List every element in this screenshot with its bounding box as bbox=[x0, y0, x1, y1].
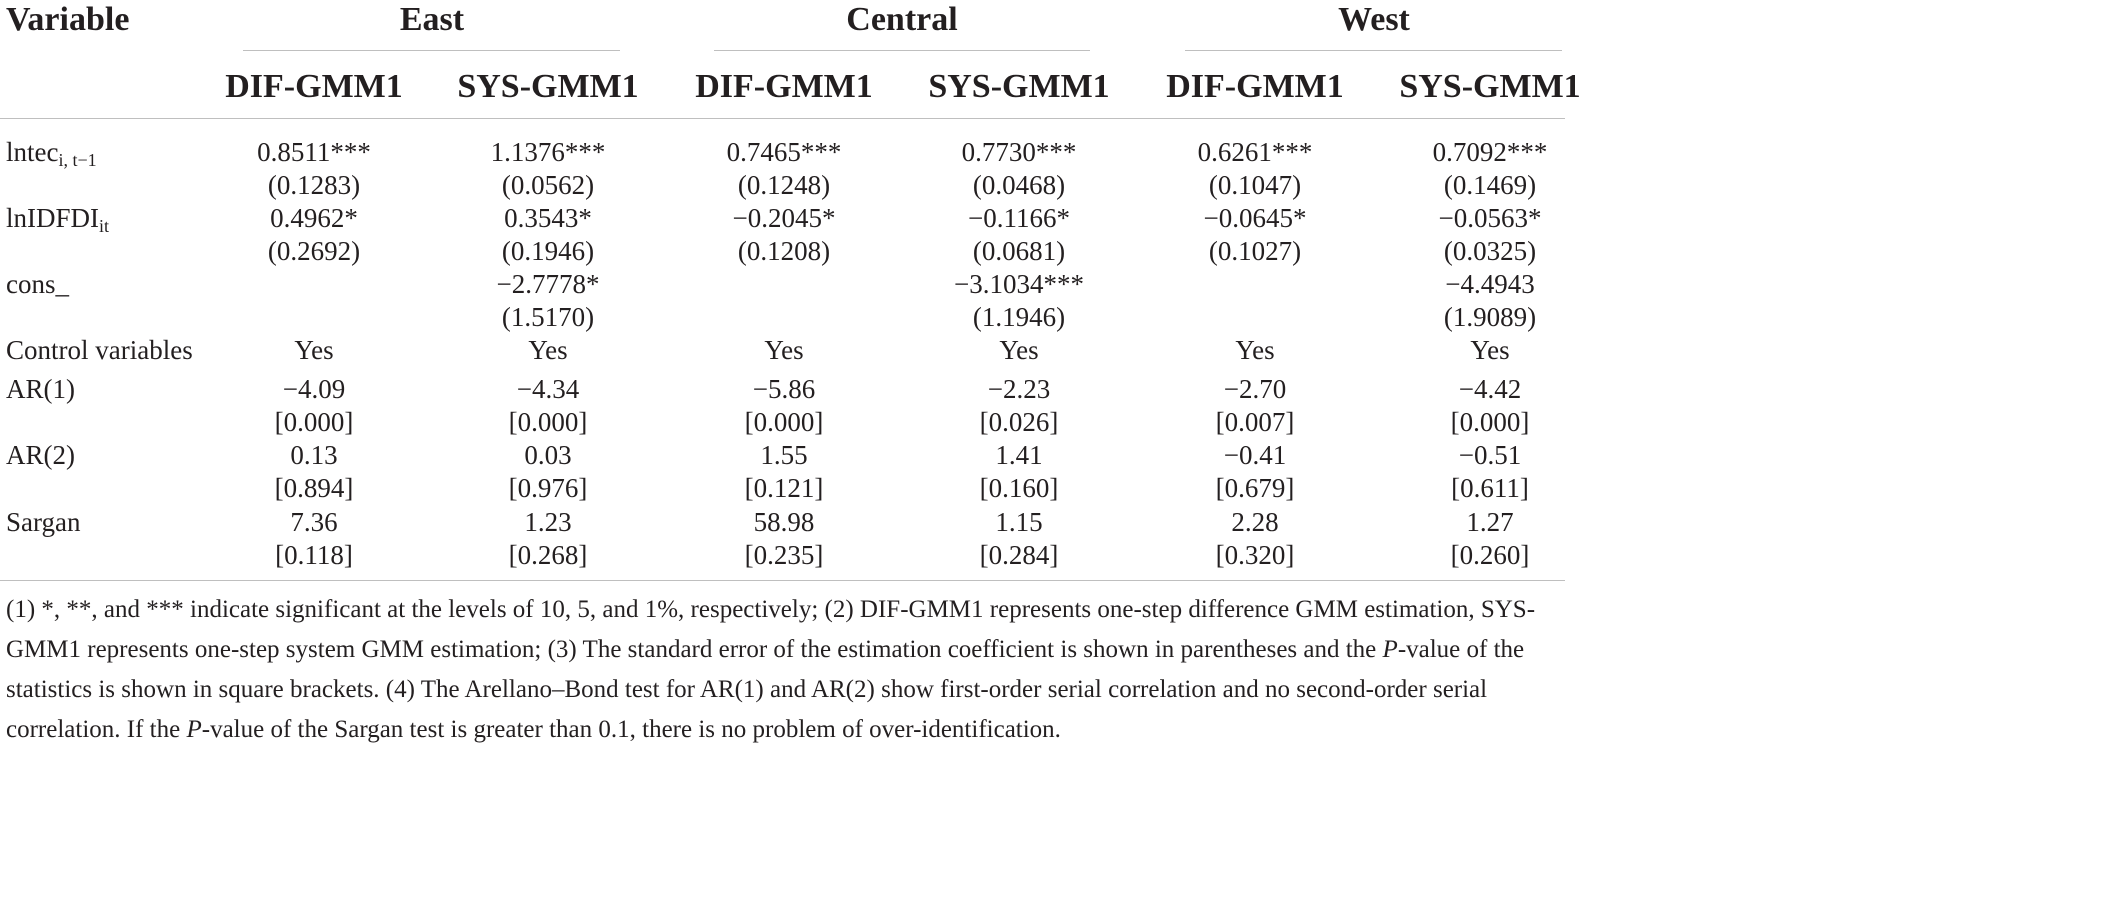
table-cell-value: −0.51 bbox=[1458, 440, 1522, 470]
table-cell-value: Yes bbox=[1235, 335, 1275, 365]
table-cell-secondary: (1.1946) bbox=[972, 302, 1066, 332]
table-cell-secondary: [0.121] bbox=[744, 473, 824, 503]
table-cell-secondary: [0.235] bbox=[744, 540, 824, 570]
group-rule-east bbox=[243, 50, 620, 51]
table-cell-value: −4.4943 bbox=[1445, 269, 1535, 299]
row-label bbox=[6, 130, 97, 174]
table-cell-value: 1.55 bbox=[760, 440, 808, 470]
row-label-main: AR(2) bbox=[6, 440, 75, 470]
row-label-subscript: it bbox=[99, 216, 110, 236]
table-cell-value: −2.70 bbox=[1223, 374, 1287, 404]
row-label bbox=[6, 196, 109, 240]
table-cell-value: 1.15 bbox=[995, 507, 1043, 537]
table-cell-secondary: [0.284] bbox=[979, 540, 1059, 570]
footnote-part-3: -value of the Sargan test is greater than 0.1, there is no problem of over-identification. bbox=[201, 716, 1061, 743]
table-cell-value: −2.23 bbox=[987, 374, 1051, 404]
table-cell-secondary: [0.000] bbox=[508, 407, 588, 437]
table-cell-secondary: (0.1208) bbox=[737, 236, 831, 266]
table-cell-value: −0.0645* bbox=[1203, 203, 1307, 233]
table-cell-value: 0.8511*** bbox=[257, 137, 371, 167]
table-cell-value: 0.4962* bbox=[270, 203, 358, 233]
table-cell-value: 1.27 bbox=[1466, 507, 1514, 537]
table-cell-value: 0.7092*** bbox=[1432, 137, 1548, 167]
row-label bbox=[6, 262, 69, 306]
table-cell-secondary: [0.260] bbox=[1450, 540, 1530, 570]
table-cell-secondary: [0.679] bbox=[1215, 473, 1295, 503]
table-cell-secondary: (0.1283) bbox=[267, 170, 361, 200]
row-label-main: cons_ bbox=[6, 269, 69, 299]
table-cell-secondary: (0.1946) bbox=[501, 236, 595, 266]
table-cell-value: Yes bbox=[528, 335, 568, 365]
table-cell-secondary: [0.976] bbox=[508, 473, 588, 503]
model-header: SYS-GMM1 bbox=[928, 68, 1110, 105]
table-cell-value: 0.6261*** bbox=[1197, 137, 1313, 167]
row-label-main: AR(1) bbox=[6, 374, 75, 404]
table-cell-secondary: (0.2692) bbox=[267, 236, 361, 266]
table-cell-value: −0.2045* bbox=[732, 203, 836, 233]
table-cell-secondary: (0.0325) bbox=[1443, 236, 1537, 266]
model-header: SYS-GMM1 bbox=[457, 68, 639, 105]
table-cell-secondary: [0.026] bbox=[979, 407, 1059, 437]
table-cell-value: 0.13 bbox=[290, 440, 338, 470]
row-label-subscript: i, t−1 bbox=[58, 150, 97, 170]
row-label-main: Control variables bbox=[6, 335, 193, 365]
table-cell-value: −3.1034*** bbox=[954, 269, 1084, 299]
table-cell-secondary: [0.000] bbox=[1450, 407, 1530, 437]
table-cell-value: −2.7778* bbox=[496, 269, 600, 299]
row-label-main: Sargan bbox=[6, 507, 81, 537]
table-cell-secondary: (1.5170) bbox=[501, 302, 595, 332]
bottom-rule bbox=[0, 580, 1565, 581]
table-cell-secondary: [0.268] bbox=[508, 540, 588, 570]
row-label-main: lntec bbox=[6, 137, 59, 167]
table-cell-value: 2.28 bbox=[1231, 507, 1279, 537]
model-header: DIF-GMM1 bbox=[695, 68, 873, 105]
table-cell-value: 0.3543* bbox=[504, 203, 592, 233]
row-label-main: lnIDFDI bbox=[6, 203, 99, 233]
table-cell-secondary: (0.1027) bbox=[1208, 236, 1302, 266]
row-label bbox=[6, 367, 75, 411]
table-cell-value: Yes bbox=[764, 335, 804, 365]
model-header: SYS-GMM1 bbox=[1399, 68, 1581, 105]
footnote-p-italic: P bbox=[186, 716, 202, 743]
table-cell-value: 1.41 bbox=[995, 440, 1043, 470]
table-cell-secondary: [0.007] bbox=[1215, 407, 1295, 437]
table-cell-secondary: [0.160] bbox=[979, 473, 1059, 503]
table-cell-secondary: [0.611] bbox=[1451, 473, 1529, 503]
table-cell-value: −5.86 bbox=[752, 374, 816, 404]
model-header: DIF-GMM1 bbox=[225, 68, 403, 105]
footnote-p-italic: P bbox=[1382, 636, 1398, 663]
group-header-east: East bbox=[399, 1, 465, 38]
table-cell-value: 58.98 bbox=[753, 507, 815, 537]
table-cell-value: 0.03 bbox=[524, 440, 572, 470]
table-cell-value: −4.34 bbox=[516, 374, 580, 404]
table-cell-value: 0.7465*** bbox=[726, 137, 842, 167]
table-cell-secondary: [0.118] bbox=[275, 540, 353, 570]
table-cell-value: 1.1376*** bbox=[490, 137, 606, 167]
table-cell-secondary: [0.000] bbox=[274, 407, 354, 437]
table-cell-value: 1.23 bbox=[524, 507, 572, 537]
table-cell-value: −0.0563* bbox=[1438, 203, 1542, 233]
row-label bbox=[6, 328, 193, 372]
table-cell-secondary: (0.1047) bbox=[1208, 170, 1302, 200]
table-cell-value: 0.7730*** bbox=[961, 137, 1077, 167]
table-cell-secondary: [0.894] bbox=[274, 473, 354, 503]
model-header: DIF-GMM1 bbox=[1166, 68, 1344, 105]
footnote-part-2: -value of the statistics is shown in square brackets. (4) The Arellano–Bond test for AR(1) and AR(2) show first-order serial correlation and no second-order serial correlation. If the bbox=[6, 636, 1525, 743]
table-cell-secondary: (0.0562) bbox=[501, 170, 595, 200]
row-label bbox=[6, 433, 75, 477]
header-rule bbox=[0, 118, 1565, 119]
table-cell-value: Yes bbox=[999, 335, 1039, 365]
table-cell-secondary: (0.1248) bbox=[737, 170, 831, 200]
table-cell-secondary: (0.0681) bbox=[972, 236, 1066, 266]
table-cell-secondary: [0.000] bbox=[744, 407, 824, 437]
table-cell-secondary: (1.9089) bbox=[1443, 302, 1537, 332]
group-rule-central bbox=[714, 50, 1090, 51]
group-rule-west bbox=[1185, 50, 1562, 51]
row-label bbox=[6, 500, 81, 544]
table-cell-value: −0.1166* bbox=[968, 203, 1070, 233]
table-cell-secondary: (0.1469) bbox=[1443, 170, 1537, 200]
table-cell-value: Yes bbox=[1470, 335, 1510, 365]
table-cell-value: Yes bbox=[294, 335, 334, 365]
variable-header: Variable bbox=[6, 1, 130, 38]
group-header-west: West bbox=[1338, 1, 1410, 38]
footnote-part-1: (1) *, **, and *** indicate significant at the levels of 10, 5, and 1%, respectively; (2) DIF-GMM1 represents one-step difference GMM estimation, SYS-GMM1 represents one-step system GMM estimation; (3) The standard error of the estimation coefficient is shown in parentheses and the bbox=[6, 596, 1536, 663]
table-cell-secondary: (0.0468) bbox=[972, 170, 1066, 200]
table-cell-value: 7.36 bbox=[290, 507, 338, 537]
table-cell-value: −4.09 bbox=[282, 374, 346, 404]
table-cell-secondary: [0.320] bbox=[1215, 540, 1295, 570]
table-footnote bbox=[6, 590, 1561, 750]
group-header-central: Central bbox=[846, 1, 958, 38]
table-cell-value: −0.41 bbox=[1223, 440, 1287, 470]
table-cell-value: −4.42 bbox=[1458, 374, 1522, 404]
